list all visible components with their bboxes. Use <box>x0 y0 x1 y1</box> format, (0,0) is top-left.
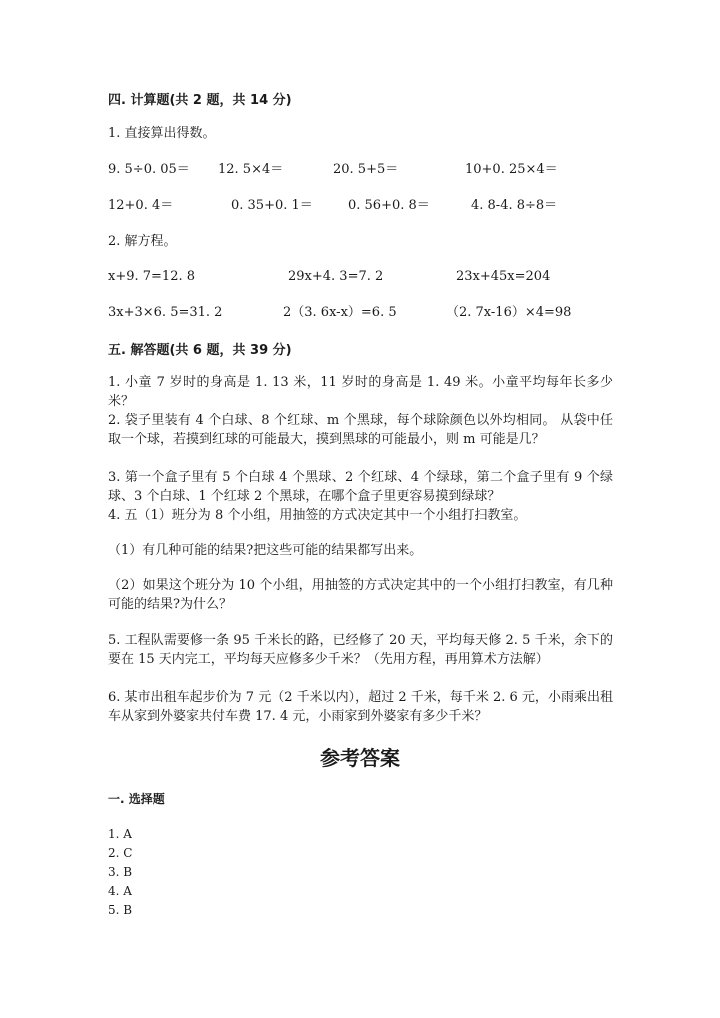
answer-4: 4. A <box>108 884 132 898</box>
equation-3: 23x+45x=204 <box>456 269 551 284</box>
problem-2: 2. 袋子里装有 4 个白球、8 个红球、m 个黑球，每个球除颜色以外均相同。 从袋中任取一个球，若摸到红球的可能最大，摸到黑球的可能最小，则 m 可能是几？ <box>108 413 613 447</box>
section4-title: 四. 计算题(共 2 题，共 14 分) <box>108 93 292 108</box>
answers-section1-title: 一. 选择题 <box>108 792 165 806</box>
equation-2: 29x+4. 3=7. 2 <box>288 269 384 284</box>
section5-title: 五. 解答题(共 6 题，共 39 分) <box>108 343 292 358</box>
calc-7: 0. 56+0. 8＝ <box>348 198 430 213</box>
problem-1: 1. 小童 7 岁时的身高是 1. 13 米，11 岁时的身高是 1. 49 米。小童平均每年长多少米？ <box>108 375 613 409</box>
calc-6: 0. 35+0. 1＝ <box>231 198 313 213</box>
problem-4: 4. 五（1）班分为 8 个小组，用抽签的方式决定其中一个小组打扫教室。 <box>108 508 527 523</box>
equation-5: 2（3. 6x-x）=6. 5 <box>283 305 397 320</box>
answer-2: 2. C <box>108 846 133 860</box>
problem-5: 5. 工程队需要修一条 95 千米长的路，已经修了 20 天，平均每天修 2. 5 千米，余下的要在 15 天内完工，平均每天应修多少千米？（先用方程，再用算术方法解） <box>108 633 613 667</box>
answers-title: 参考答案 <box>320 746 400 770</box>
answer-5: 5. B <box>108 903 133 917</box>
q1-label: 1. 直接算出得数。 <box>108 126 216 141</box>
equation-6: （2. 7x-16）×4=98 <box>446 305 572 320</box>
equation-1: x+9. 7=12. 8 <box>108 269 196 284</box>
calc-1: 9. 5÷0. 05＝ <box>108 162 190 177</box>
problem-3: 3. 第一个盒子里有 5 个白球 4 个黑球、2 个红球、4 个绿球，第二个盒子里有 9 个绿球、3 个白球、1 个红球 2 个黑球，在哪个盒子里更容易摸到绿球？ <box>108 470 613 504</box>
answer-1: 1. A <box>108 827 132 841</box>
calc-4: 10+0. 25×4＝ <box>465 162 558 177</box>
problem-6: 6. 某市出租车起步价为 7 元（2 千米以内），超过 2 千米，每千米 2. 6 元，小雨乘出租车从家到外婆家共付车费 17. 4 元，小雨家到外婆家有多少千米？ <box>108 690 613 724</box>
problem-4-part2: （2）如果这个班分为 10 个小组，用抽签的方式决定其中的一个小组打扫教室，有几种可能的结果?为什么？ <box>108 578 613 612</box>
q2-label: 2. 解方程。 <box>108 234 177 249</box>
problem-4-part1: （1）有几种可能的结果?把这些可能的结果都写出来。 <box>108 543 423 558</box>
calc-5: 12+0. 4＝ <box>108 198 174 213</box>
calc-8: 4. 8-4. 8÷8＝ <box>471 198 558 213</box>
calc-2: 12. 5×4＝ <box>218 162 284 177</box>
equation-4: 3x+3×6. 5=31. 2 <box>108 305 223 320</box>
answer-3: 3. B <box>108 865 133 879</box>
calc-3: 20. 5+5＝ <box>333 162 399 177</box>
